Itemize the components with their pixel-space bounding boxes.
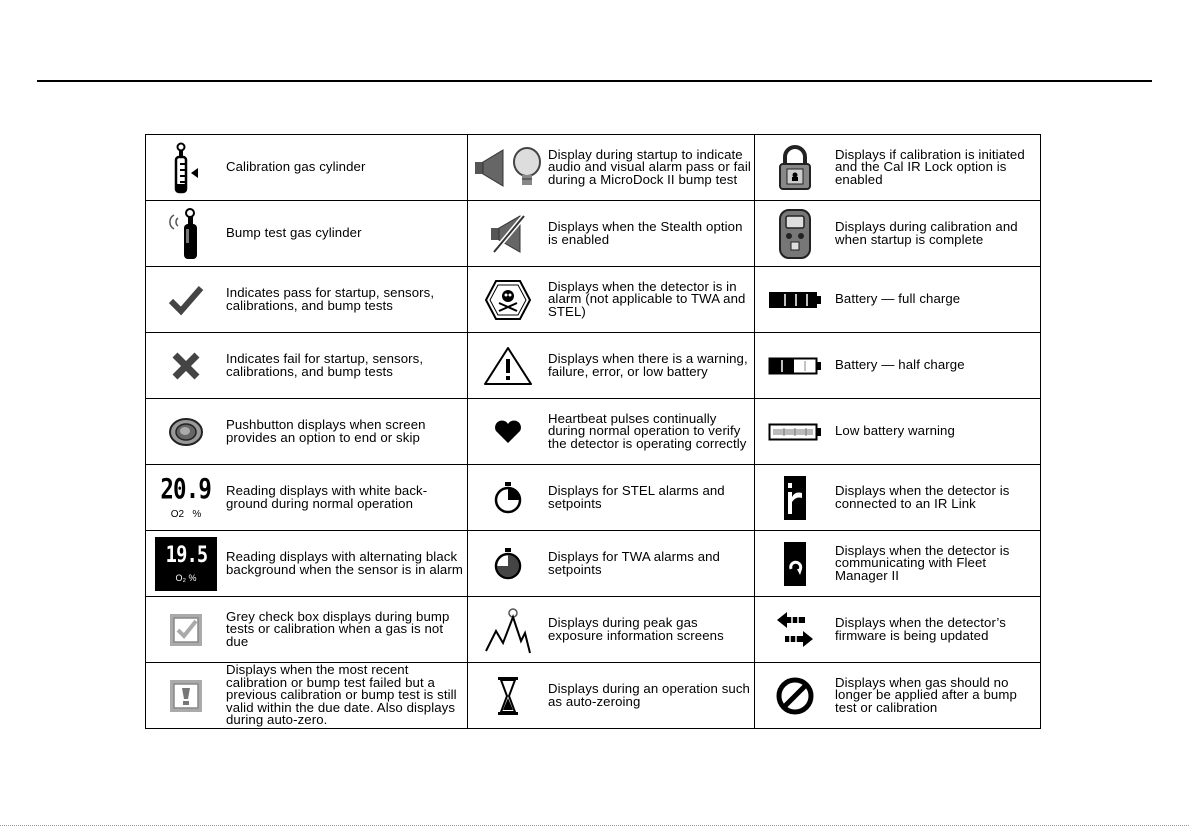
pushbutton-icon <box>146 417 226 447</box>
fleet-manager-icon <box>755 541 835 587</box>
icon-description: Battery — half charge <box>835 357 965 373</box>
reading-normal-icon <box>146 472 226 520</box>
icon-description: Displays when the Stealth option is enabled <box>548 219 743 247</box>
icon-description: Reading displays with alternating black background when the sensor is in alarm <box>226 549 463 577</box>
icon-description: Bump test gas cylinder <box>226 225 362 241</box>
icon-description: Pushbutton displays when screen provides an option to end or skip <box>226 417 426 445</box>
peak-gas-icon <box>468 605 548 655</box>
table-row <box>146 663 1041 729</box>
grey-checkbox-icon <box>146 613 226 647</box>
battery-half-icon <box>755 355 835 377</box>
reading-alarm-icon <box>146 537 226 591</box>
icon-description: Displays when the detector’s firmware is being updated <box>835 615 1006 643</box>
table-row <box>146 201 1041 267</box>
checkmark-icon <box>146 284 226 316</box>
firmware-update-arrows-icon <box>755 610 835 650</box>
icon-description: Displays during calibration and when startup is complete <box>835 219 1018 247</box>
battery-low-icon <box>755 421 835 443</box>
horn-and-light-icon <box>468 146 548 190</box>
table-row <box>146 267 1041 333</box>
skull-alarm-icon <box>468 278 548 322</box>
icon-description: Grey check box displays during bump tests or calibration when a gas is not due <box>226 608 450 649</box>
icon-description: Displays when the detector is in alarm (not applicable to TWA and STEL) <box>548 278 746 319</box>
icon-description: Displays for STEL alarms and setpoints <box>548 483 725 511</box>
detector-device-icon <box>755 208 835 260</box>
bump-test-gas-cylinder-icon <box>146 207 226 261</box>
icon-description: Display during startup to indicate audio and visual alarm pass or fail during a MicroDock II bump test <box>548 146 751 187</box>
icon-description: Displays when gas should no longer be applied after a bump test or calibration <box>835 674 1017 715</box>
table-row <box>146 597 1041 663</box>
header-rule <box>37 80 1152 82</box>
stel-clock-icon <box>468 481 548 515</box>
icon-description: Indicates fail for startup, sensors, calibrations, and bump tests <box>226 351 424 379</box>
warning-triangle-icon <box>468 345 548 387</box>
icon-description: Heartbeat pulses continually during normal operation to verify the detector is operating correctly <box>548 410 747 451</box>
fail-x-icon <box>146 351 226 381</box>
icon-description: Displays when the most recent calibration or bump test failed but a previous calibration or bump test is still valid within the due date. Also displays during auto-zero. <box>226 662 457 728</box>
reading-value: 19.5 <box>165 542 207 568</box>
icon-description: Displays when there is a warning, failure, error, or low battery <box>548 351 748 379</box>
padlock-icon <box>755 145 835 191</box>
icon-description: Calibration gas cylinder <box>226 159 366 175</box>
battery-full-icon <box>755 289 835 311</box>
table-row <box>146 465 1041 531</box>
table-row <box>146 333 1041 399</box>
reading-value: 20.9 <box>160 472 212 505</box>
twa-clock-icon <box>468 547 548 581</box>
footer-rule <box>0 825 1189 826</box>
reading-unit: O2 % <box>170 509 202 520</box>
icon-description: Displays if calibration is initiated and the Cal IR Lock option is enabled <box>835 146 1025 187</box>
hourglass-icon <box>468 676 548 716</box>
muted-horn-icon <box>468 212 548 256</box>
icon-description: Displays when the detector is connected to an IR Link <box>835 483 1010 511</box>
exclamation-box-icon <box>146 679 226 713</box>
icon-description: Displays during an operation such as auto-zeroing <box>548 681 750 709</box>
heart-icon <box>468 419 548 445</box>
ir-link-icon <box>755 475 835 521</box>
table-row <box>146 399 1041 465</box>
reading-unit: O₂ % <box>175 572 197 583</box>
prohibited-icon <box>755 676 835 716</box>
calibration-gas-cylinder-icon <box>146 142 226 194</box>
icon-description: Displays for TWA alarms and setpoints <box>548 549 720 577</box>
table-row <box>146 531 1041 597</box>
icon-description: Displays when the detector is communicating with Fleet Manager II <box>835 542 1010 583</box>
icon-description: Battery — full charge <box>835 291 961 307</box>
icon-description: Displays during peak gas exposure information screens <box>548 615 724 643</box>
icon-legend-table <box>145 134 1041 729</box>
icon-description: Low battery warning <box>835 423 955 439</box>
icon-description: Indicates pass for startup, sensors, calibrations, and bump tests <box>226 285 435 313</box>
icon-description: Reading displays with white back-ground during normal operation <box>226 483 428 511</box>
table-row <box>146 135 1041 201</box>
